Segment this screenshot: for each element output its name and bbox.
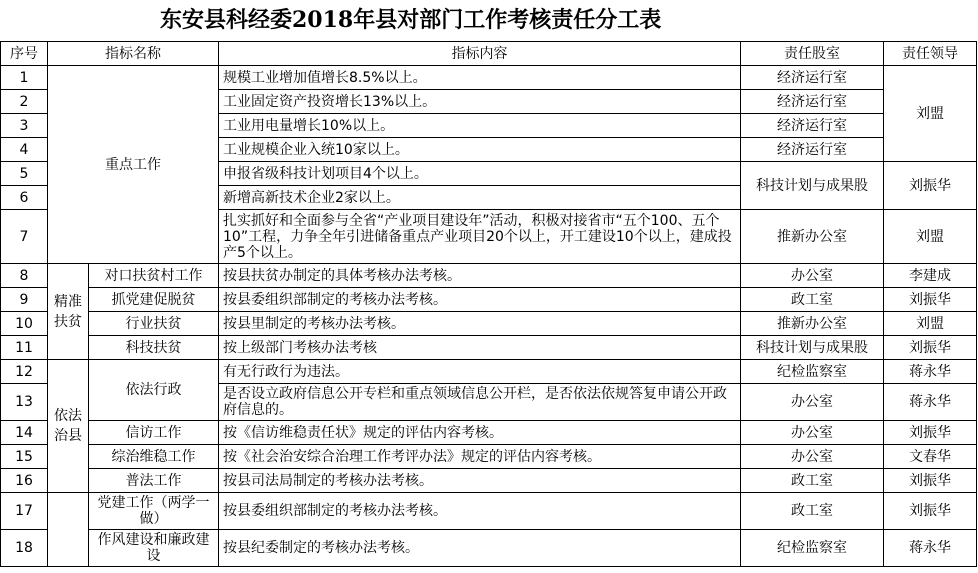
row-dept: 经济运行室 <box>741 114 884 138</box>
row-dept: 推新办公室 <box>741 312 884 336</box>
row-content: 按县纪委制定的考核办法考核。 <box>219 530 741 567</box>
row-dept: 办公室 <box>741 264 884 288</box>
row-dept: 办公室 <box>741 384 884 421</box>
row-no: 8 <box>1 264 48 288</box>
group-empty <box>48 493 89 567</box>
row-content: 新增高新技术企业2家以上。 <box>219 186 741 210</box>
row-content: 按上级部门考核办法考核 <box>219 336 741 360</box>
row-no: 7 <box>1 210 48 264</box>
row-content: 工业规模企业入统10家以上。 <box>219 138 741 162</box>
row-dept: 纪检监察室 <box>741 530 884 567</box>
table-row <box>1 421 977 445</box>
table-row <box>1 312 977 336</box>
row-no: 16 <box>1 469 48 493</box>
row-content: 工业固定资产投资增长13%以上。 <box>219 90 741 114</box>
row-content: 规模工业增加值增长8.5%以上。 <box>219 66 741 90</box>
row-no: 17 <box>1 493 48 530</box>
row-dept: 科技计划与成果股 <box>741 162 884 210</box>
row-dept: 政工室 <box>741 493 884 530</box>
row-dept: 科技计划与成果股 <box>741 336 884 360</box>
page-title: 东安县科经委2018年县对部门工作考核责任分工表 <box>160 7 662 33</box>
table-row <box>1 336 977 360</box>
row-no: 2 <box>1 90 48 114</box>
row-content: 按县扶贫办制定的具体考核办法考核。 <box>219 264 741 288</box>
header-name: 指标名称 <box>48 42 219 66</box>
row-no: 5 <box>1 162 48 186</box>
row-name: 信访工作 <box>89 421 219 445</box>
table-row <box>1 264 977 288</box>
row-no: 14 <box>1 421 48 445</box>
row-name: 党建工作（两学一做） <box>89 493 219 530</box>
row-name: 对口扶贫村工作 <box>89 264 219 288</box>
row-content: 按县里制定的考核办法考核。 <box>219 312 741 336</box>
row-leader: 文春华 <box>884 445 977 469</box>
table-row <box>1 493 977 530</box>
row-leader: 刘振华 <box>884 336 977 360</box>
row-name: 行业扶贫 <box>89 312 219 336</box>
row-name: 依法行政 <box>89 360 219 421</box>
row-name: 普法工作 <box>89 469 219 493</box>
row-leader: 刘盟 <box>884 210 977 264</box>
group-poverty: 精准 扶贫 <box>48 264 89 360</box>
row-no: 11 <box>1 336 48 360</box>
row-dept: 纪检监察室 <box>741 360 884 384</box>
table-row <box>1 66 977 90</box>
header-leader: 责任领导 <box>884 42 977 66</box>
table-row <box>1 469 977 493</box>
row-content: 按《社会治安综合治理工作考评办法》规定的评估内容考核。 <box>219 445 741 469</box>
row-name: 抓党建促脱贫 <box>89 288 219 312</box>
row-leader: 李建成 <box>884 264 977 288</box>
row-leader: 蒋永华 <box>884 384 977 421</box>
table-row <box>1 445 977 469</box>
row-dept: 经济运行室 <box>741 138 884 162</box>
row-dept: 政工室 <box>741 469 884 493</box>
row-content: 申报省级科技计划项目4个以上。 <box>219 162 741 186</box>
row-dept: 经济运行室 <box>741 66 884 90</box>
row-content: 按县委组织部制定的考核办法考核。 <box>219 493 741 530</box>
row-leader: 刘盟 <box>884 312 977 336</box>
group-law: 依法 治县 <box>48 360 89 493</box>
row-leader: 刘振华 <box>884 469 977 493</box>
row-no: 13 <box>1 384 48 421</box>
table-row <box>1 530 977 567</box>
row-dept: 推新办公室 <box>741 210 884 264</box>
row-no: 18 <box>1 530 48 567</box>
row-no: 4 <box>1 138 48 162</box>
row-dept: 办公室 <box>741 445 884 469</box>
row-leader: 刘盟 <box>884 66 977 162</box>
row-leader: 刘振华 <box>884 162 977 210</box>
row-dept: 经济运行室 <box>741 90 884 114</box>
table-row <box>1 360 977 384</box>
row-content: 按县司法局制定的考核办法考核。 <box>219 469 741 493</box>
row-content: 扎实抓好和全面参与全省“产业项目建设年”活动，积极对接省市“五个100、五个10”工程，力争全年引进储备重点产业项目20个以上，开工建设10个以上，建成投产5个以上。 <box>219 210 741 264</box>
header-no: 序号 <box>1 42 48 66</box>
row-no: 3 <box>1 114 48 138</box>
header-row <box>1 42 977 66</box>
row-content: 工业用电量增长10%以上。 <box>219 114 741 138</box>
row-content: 有无行政行为违法。 <box>219 360 741 384</box>
row-dept: 政工室 <box>741 288 884 312</box>
row-name: 科技扶贫 <box>89 336 219 360</box>
row-name: 综治维稳工作 <box>89 445 219 469</box>
row-leader: 刘振华 <box>884 493 977 530</box>
row-no: 1 <box>1 66 48 90</box>
header-content: 指标内容 <box>219 42 741 66</box>
row-no: 12 <box>1 360 48 384</box>
row-no: 15 <box>1 445 48 469</box>
row-content: 按县委组织部制定的考核办法考核。 <box>219 288 741 312</box>
table-row <box>1 288 977 312</box>
row-dept: 办公室 <box>741 421 884 445</box>
assignment-table <box>0 41 977 567</box>
row-leader: 刘振华 <box>884 421 977 445</box>
row-no: 6 <box>1 186 48 210</box>
row-no: 10 <box>1 312 48 336</box>
row-name: 作风建设和廉政建设 <box>89 530 219 567</box>
row-content: 是否设立政府信息公开专栏和重点领域信息公开栏，是否依法依规答复申请公开政府信息的。 <box>219 384 741 421</box>
group-key-work: 重点工作 <box>48 66 219 264</box>
row-leader: 蒋永华 <box>884 360 977 384</box>
row-no: 9 <box>1 288 48 312</box>
row-leader: 蒋永华 <box>884 530 977 567</box>
header-dept: 责任股室 <box>741 42 884 66</box>
row-content: 按《信访维稳责任状》规定的评估内容考核。 <box>219 421 741 445</box>
row-leader: 刘振华 <box>884 288 977 312</box>
